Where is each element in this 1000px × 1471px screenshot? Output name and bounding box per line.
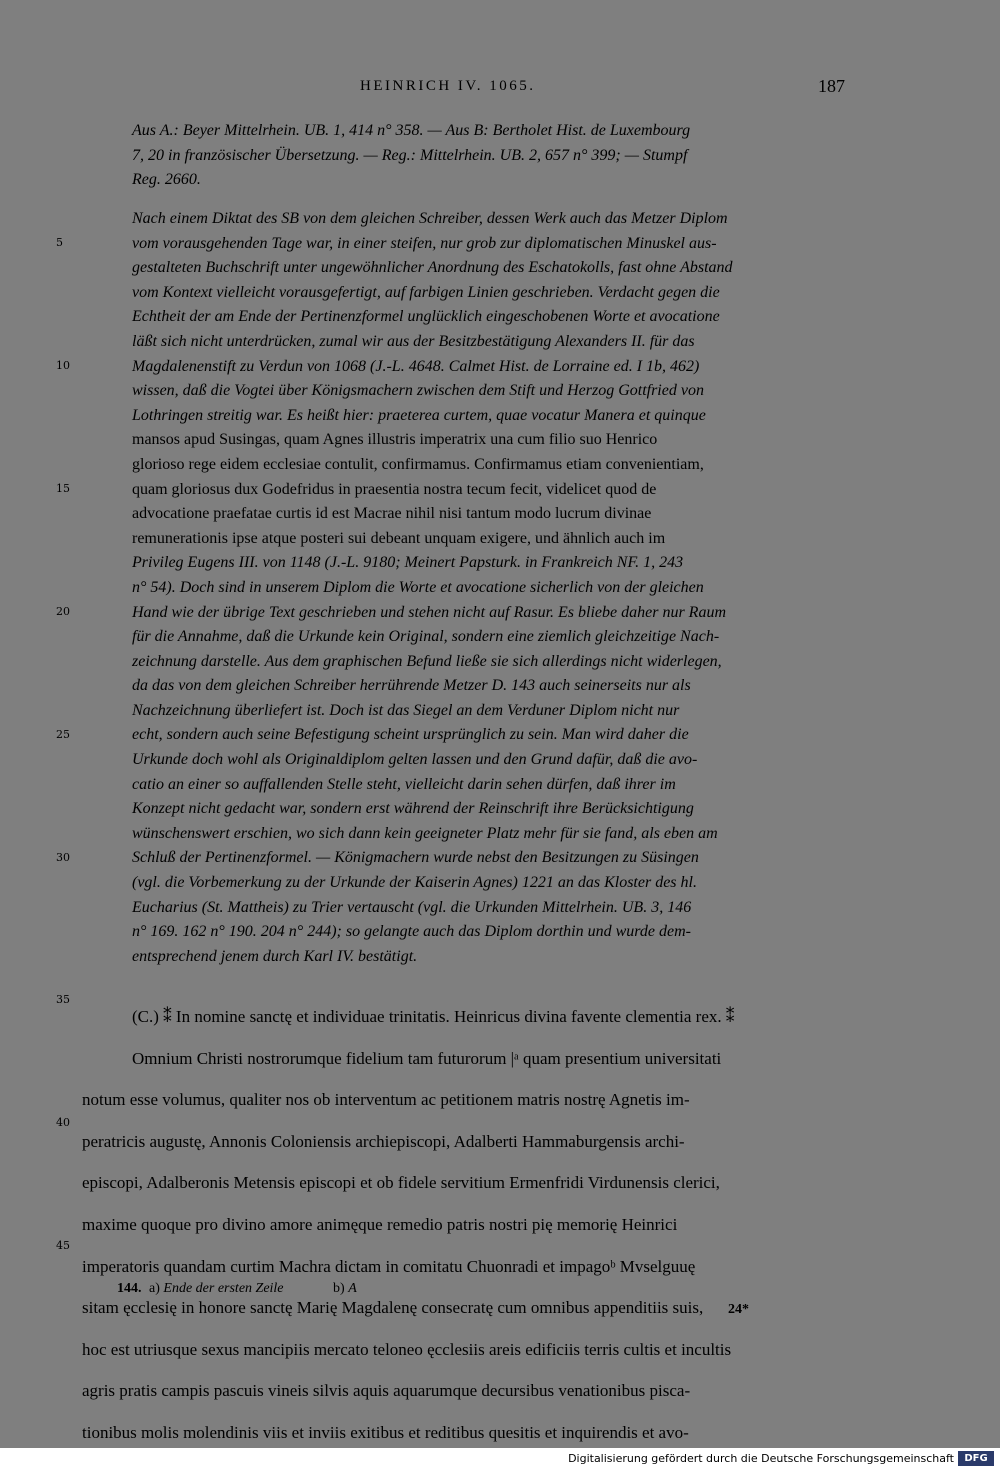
commentary-line: glorioso rege eidem ecclesiae contulit, confirmamus. Confirmamus etiam convenientiam, — [132, 455, 704, 473]
line-number: 45 — [56, 1239, 70, 1252]
commentary-line: für die Annahme, daß die Urkunde kein Original, sondern eine ziemlich gleichzeitige Nach- — [132, 628, 720, 646]
charter-line: episcopi, Adalberonis Metensis episcopi et ob fidele servitium Ermenfridi Virdunensis clerici, — [82, 1173, 720, 1193]
footnote-a-text: Ende der ersten Zeile — [163, 1281, 284, 1296]
charter-line: imperatoris quandam curtim Machra dictam in comitatu Chuonradi et impagoᵇ Mvselguuę — [82, 1256, 696, 1276]
line-number: 30 — [56, 851, 70, 864]
charter-line: agris pratis campis pascuis vineis silvis aquis aquarumque decursibus venationibus pisca- — [82, 1381, 691, 1401]
line-number: 15 — [56, 482, 70, 495]
commentary-line: Schluß der Pertinenzformel. — Königmachern wurde nebst den Besitzungen zu Süsingen — [132, 849, 699, 867]
footer-bar — [0, 1448, 1000, 1471]
source-line: Reg. 2660. — [132, 171, 201, 189]
page-number: 187 — [818, 76, 845, 96]
footnote-b-label: b) — [333, 1281, 345, 1296]
commentary-line: n° 169. 162 n° 190. 204 n° 244); so gelangte auch das Diplom dorthin und wurde dem- — [132, 923, 692, 941]
running-head: HEINRICH IV. 1065. — [360, 78, 536, 94]
footnote-a-label: a) — [149, 1281, 160, 1296]
line-number: 5 — [56, 236, 63, 249]
footnote-b-text: A — [348, 1281, 357, 1296]
funding-notice: Digitalisierung gefördert durch die Deutsche Forschungsgemeinschaft — [568, 1452, 954, 1465]
commentary-line: Lothringen streitig war. Es heißt hier: praeterea curtem, quae vocatur Manera et quinque — [132, 406, 706, 424]
commentary-line: n° 54). Doch sind in unserem Diplom die Worte et avocatione sicherlich von der gleichen — [132, 578, 704, 596]
source-line: 7, 20 in französischer Übersetzung. — Reg.: Mittelrhein. UB. 2, 657 n° 399; — Stumpf — [132, 146, 688, 164]
commentary-line: wissen, daß die Vogtei über Königsmachern zwischen dem Stift und Herzog Gottfried von — [132, 382, 704, 400]
line-number: 35 — [56, 993, 70, 1006]
charter-line: hoc est utriusque sexus mancipiis mercato teloneo ęcclesiis areis edificiis terris cultis et incultis — [82, 1339, 732, 1359]
source-references — [132, 119, 852, 193]
line-number: 40 — [56, 1116, 70, 1129]
signature-mark: 24* — [728, 1302, 749, 1317]
charter-line: maxime quoque pro divino amore animęque remedio patris nostri pię memorię Heinrici — [82, 1214, 678, 1234]
commentary-line: zeichnung darstelle. Aus dem graphischen Befund ließe sie sich allerdings nicht widerlegen, — [132, 652, 722, 670]
charter-line: (C.) ⁑ In nomine sanctę et individuae trinitatis. Heinricus divina favente clementia rex. ⁑ — [132, 1007, 735, 1026]
commentary — [132, 207, 852, 969]
commentary-line: advocatione praefatae curtis id est Macrae nihil nisi tantum modo lucrum divinae — [132, 505, 652, 523]
footnote-entry-number: 144. — [117, 1281, 142, 1296]
commentary-line: mansos apud Susingas, quam Agnes illustris imperatrix una cum filio suo Henrico — [132, 431, 658, 449]
charter-line: sitam ęcclesię in honore sanctę Marię Magdalenę consecratę cum omnibus appenditiis suis, — [82, 1298, 704, 1318]
commentary-line: Urkunde doch wohl als Originaldiplom gelten lassen und den Grund dafür, daß die avo- — [132, 751, 698, 769]
commentary-line: vom vorausgehenden Tage war, in einer steifen, nur grob zur diplomatischen Minuskel aus- — [132, 234, 717, 252]
footnotes — [117, 1281, 357, 1297]
commentary-line: Privileg Eugens III. von 1148 (J.-L. 9180; Meinert Papsturk. in Frankreich NF. 1, 243 — [132, 554, 684, 572]
charter-line: notum esse volumus, qualiter nos ob interventum ac petitionem matris nostrę Agnetis im- — [82, 1090, 690, 1110]
line-number: 20 — [56, 605, 70, 618]
commentary-line: (vgl. die Vorbemerkung zu der Urkunde der Kaiserin Agnes) 1221 an das Kloster des hl. — [132, 874, 697, 892]
source-line: Aus A.: Beyer Mittelrhein. UB. 1, 414 n° 358. — Aus B: Bertholet Hist. de Luxembourg — [132, 122, 691, 139]
line-number: 25 — [56, 728, 70, 741]
commentary-line: Eucharius (St. Mattheis) zu Trier vertauscht (vgl. die Urkunden Mittelrhein. UB. 3, 146 — [132, 898, 692, 916]
commentary-line: da das von dem gleichen Schreiber herrührende Metzer D. 143 auch seinerseits nur als — [132, 677, 691, 695]
commentary-line: Echtheit der am Ende der Pertinenzformel unglücklich eingeschobenen Worte et avocatione — [132, 308, 720, 326]
commentary-line: Nach einem Diktat des SB von dem gleichen Schreiber, dessen Werk auch das Metzer Diplom — [132, 210, 728, 227]
page-header — [0, 78, 1000, 102]
commentary-line: entsprechend jenem durch Karl IV. bestätigt. — [132, 947, 418, 965]
commentary-line: quam gloriosus dux Godefridus in praesentia nostra tecum fecit, videlicet quod de — [132, 480, 657, 498]
charter-line: tionibus molis molendinis viis et inviis exitibus et reditibus quesitis et inquirendis et avo- — [82, 1422, 689, 1442]
commentary-line: Hand wie der übrige Text geschrieben und stehen nicht auf Rasur. Es bliebe daher nur Raum — [132, 603, 726, 621]
commentary-line: gestalteten Buchschrift unter ungewöhnlicher Anordnung des Eschatokolls, fast ohne Abstand — [132, 259, 733, 277]
commentary-line: remunerationis ipse atque posteri sui debeant unquam exigere, und ähnlich auch im — [132, 529, 666, 547]
charter-line: Omnium Christi nostrorumque fidelium tam futurorum |ᵃ quam presentium universitati — [132, 1048, 722, 1068]
charter-text — [82, 988, 852, 1463]
line-number: 10 — [56, 359, 70, 372]
commentary-line: Konzept nicht gedacht war, sondern erst während der Reinschrift ihre Berücksichtigung — [132, 800, 694, 818]
charter-line: peratricis augustę, Annonis Coloniensis archiepiscopi, Adalberti Hammaburgensis archi- — [82, 1131, 685, 1151]
commentary-line: catio an einer so auffallenden Stelle steht, vielleicht darin sehen dürfen, daß ihrer im — [132, 775, 676, 793]
commentary-line: Magdalenenstift zu Verdun von 1068 (J.-L. 4648. Calmet Hist. de Lorraine ed. I 1b, 462) — [132, 357, 700, 375]
commentary-line: wünschenswert erschien, wo sich dann kein geeigneter Platz mehr für sie fand, als eben am — [132, 824, 718, 842]
commentary-line: Nachzeichnung überliefert ist. Doch ist das Siegel an dem Verduner Diplom nicht nur — [132, 701, 680, 719]
dfg-logo-icon[interactable]: DFG — [958, 1451, 994, 1466]
commentary-line: echt, sondern auch seine Befestigung scheint ursprünglich zu sein. Man wird daher die — [132, 726, 689, 744]
commentary-line: läßt sich nicht unterdrücken, zumal wir aus der Besitzbestätigung Alexanders II. für das — [132, 332, 695, 350]
commentary-line: vom Kontext vielleicht vorausgefertigt, auf farbigen Linien geschrieben. Verdacht gegen die — [132, 283, 720, 301]
